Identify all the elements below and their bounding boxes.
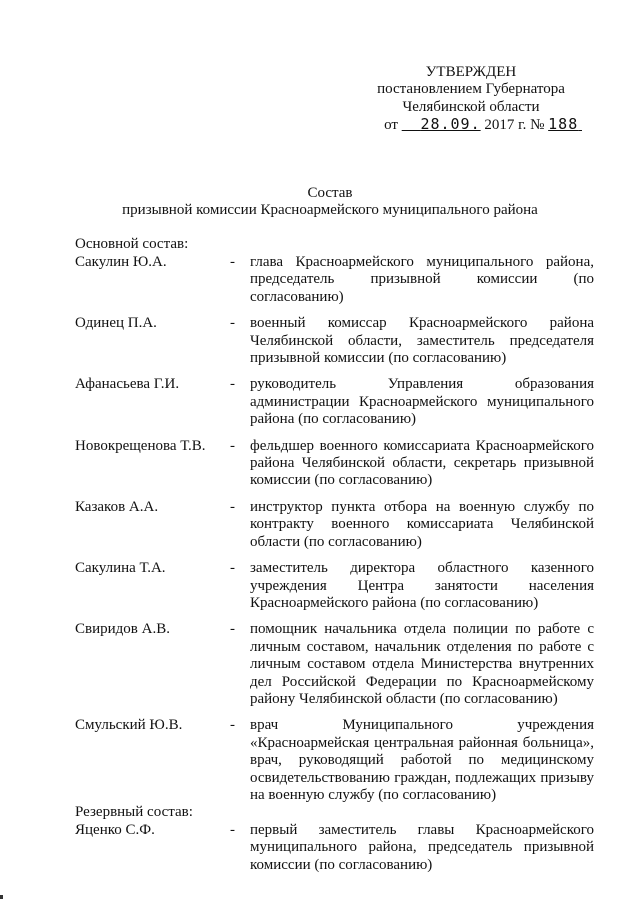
member-dash: - [230, 254, 235, 270]
row-gap [75, 612, 595, 621]
row-gap [75, 306, 595, 315]
title-line-1: Состав [307, 185, 353, 201]
member-row [75, 822, 595, 874]
approval-decree-line: постановлением Губернатора [377, 81, 565, 98]
member-name: Казаков А.А. [75, 498, 159, 515]
member-dash: - [230, 560, 235, 577]
row-gap [75, 490, 595, 499]
member-row [75, 438, 595, 490]
member-dash: - [230, 821, 235, 838]
member-role: врач Муниципального учреждения «Красноармейская центральная районная больница», врач, руководящий работой по медицинскому освидетельствованию граждан, подлежащих призыву на военную службу (по согласованию) [250, 717, 594, 803]
member-dash: - [230, 437, 235, 454]
title-line-2: призывной комиссии Красноармейского муниципального района [122, 202, 538, 219]
member-role: инструктор пункта отбора на военную службу по контракту военного комиссариата Челябинской области (по согласованию) [250, 498, 594, 550]
approval-block [360, 64, 582, 135]
member-row [75, 717, 595, 804]
member-name: Смульский Ю.В. [75, 717, 183, 734]
member-role: руководитель Управления образования администрации Красноармейского муниципального района (по согласованию) [250, 376, 594, 428]
member-role: первый заместитель главы Красноармейского муниципального района, председатель призывной комиссии (по согласованию) [250, 821, 594, 873]
member-name: Афанасьева Г.И. [75, 376, 180, 393]
approval-title: УТВЕРЖДЕН [425, 64, 517, 80]
member-name: Яценко С.Ф. [75, 821, 155, 838]
member-row [75, 254, 595, 306]
main-section-label: Основной состав: [75, 236, 189, 252]
member-name: Сакулина Т.А. [75, 560, 166, 577]
document-title [60, 185, 600, 220]
member-row [75, 315, 595, 367]
member-dash: - [230, 498, 235, 515]
row-gap [75, 367, 595, 376]
member-row [75, 560, 595, 612]
member-dash: - [230, 315, 235, 332]
reserve-section-label: Резервный состав: [75, 804, 193, 821]
member-role: фельдшер военного комиссариата Красноармейского района Челябинской области, секретарь призывной комиссии (по согласованию) [250, 437, 594, 489]
members-list [75, 254, 595, 883]
member-row [75, 499, 595, 551]
member-dash: - [230, 621, 235, 638]
member-name: Одинец П.А. [75, 315, 157, 332]
approval-date-line [360, 116, 582, 134]
row-gap [75, 551, 595, 560]
scan-mark [0, 895, 3, 899]
row-gap [75, 429, 595, 438]
member-name: Сакулин Ю.А. [75, 254, 167, 270]
member-row [75, 621, 595, 708]
date-value: 28.09. [420, 115, 481, 134]
date-prefix: от [384, 117, 398, 134]
decree-number: 188 [548, 115, 579, 134]
approval-region-line: Челябинской области [402, 98, 540, 115]
member-role: помощник начальника отдела полиции по работе с личным составом, начальник отделения по работе с личным составом отдела Министерства внутренних дел Российской Федерации по Красноармейскому району Челябинской области (по согласованию) [250, 621, 594, 707]
row-gap [75, 708, 595, 717]
date-suffix: 2017 г. № [484, 117, 545, 134]
member-name: Свиридов А.В. [75, 621, 170, 638]
row-gap [75, 874, 595, 883]
member-name: Новокрещенова Т.В. [75, 437, 206, 454]
member-role: глава Красноармейского муниципального района, председатель призывной комиссии (по согласованию) [250, 254, 594, 305]
member-role: военный комиссар Красноармейского района Челябинской области, заместитель председателя призывной комиссии (по согласованию) [250, 315, 594, 367]
member-dash: - [230, 376, 235, 393]
member-role: заместитель директора областного казенного учреждения Центра занятости населения Красноармейского района (по согласованию) [250, 560, 594, 611]
member-row [75, 376, 595, 428]
member-dash: - [230, 717, 235, 734]
